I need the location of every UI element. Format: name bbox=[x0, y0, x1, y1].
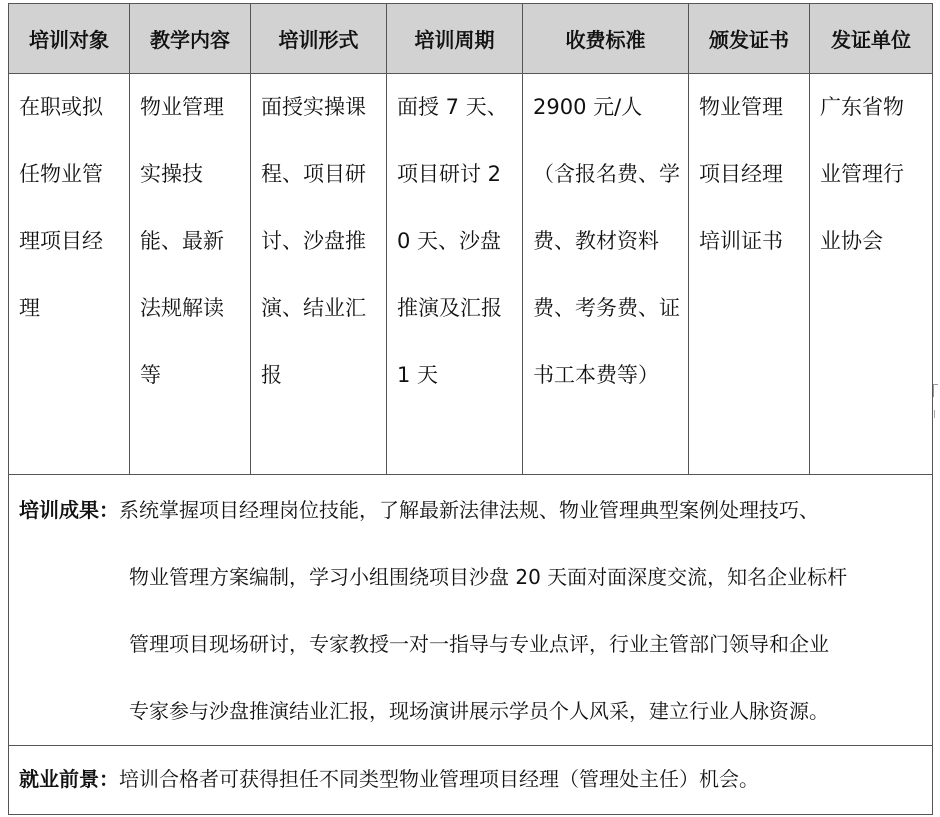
prospect-label: 就业前景： bbox=[19, 767, 119, 791]
header-certificate: 颁发证书 bbox=[689, 4, 810, 74]
cell-issuer: 广东省物业管理行业协会 bbox=[810, 74, 933, 475]
cell-content: 物业管理实操技能、最新法规解读等 bbox=[130, 74, 251, 475]
outcome-line-3: 管理项目现场研讨，专家教授一对一指导与专业点评，行业主管部门领导和企业 bbox=[129, 632, 829, 656]
training-table bbox=[8, 3, 933, 815]
cell-certificate: 物业管理项目经理培训证书 bbox=[689, 74, 810, 475]
outcome-line-2: 物业管理方案编制，学习小组围绕项目沙盘 20 天面对面深度交流，知名企业标杆 bbox=[129, 565, 848, 589]
document bbox=[8, 3, 933, 815]
outcome-line-4: 专家参与沙盘推演结业汇报，现场演讲展示学员个人风采，建立行业人脉资源。 bbox=[129, 699, 829, 723]
cell-fee: 2900 元/人（含报名费、学费、教材资料费、考务费、证书工本费等） bbox=[523, 74, 689, 475]
header-content: 教学内容 bbox=[130, 4, 251, 74]
header-issuer: 发证单位 bbox=[810, 4, 933, 74]
page-edge-mark bbox=[933, 384, 938, 397]
header-target: 培训对象 bbox=[9, 4, 130, 74]
header-fee: 收费标准 bbox=[523, 4, 689, 74]
page-edge-mark-2 bbox=[934, 410, 938, 418]
header-period: 培训周期 bbox=[387, 4, 523, 74]
prospect-text: 培训合格者可获得担任不同类型物业管理项目经理（管理处主任）机会。 bbox=[119, 767, 759, 791]
outcome-row bbox=[9, 475, 933, 746]
cell-period: 面授 7 天、项目研讨 20 天、沙盘推演及汇报 1 天 bbox=[387, 74, 523, 475]
cell-target: 在职或拟任物业管理项目经理 bbox=[9, 74, 130, 475]
cell-format: 面授实操课程、项目研讨、沙盘推演、结业汇报 bbox=[251, 74, 387, 475]
data-row bbox=[9, 74, 933, 475]
header-format: 培训形式 bbox=[251, 4, 387, 74]
outcome-line-1: 系统掌握项目经理岗位技能，了解最新法律法规、物业管理典型案例处理技巧、 bbox=[119, 498, 819, 522]
outcome-cell bbox=[9, 475, 933, 746]
outcome-label: 培训成果： bbox=[19, 498, 119, 522]
prospect-cell bbox=[9, 746, 933, 815]
header-row bbox=[9, 4, 933, 74]
prospect-row bbox=[9, 746, 933, 815]
